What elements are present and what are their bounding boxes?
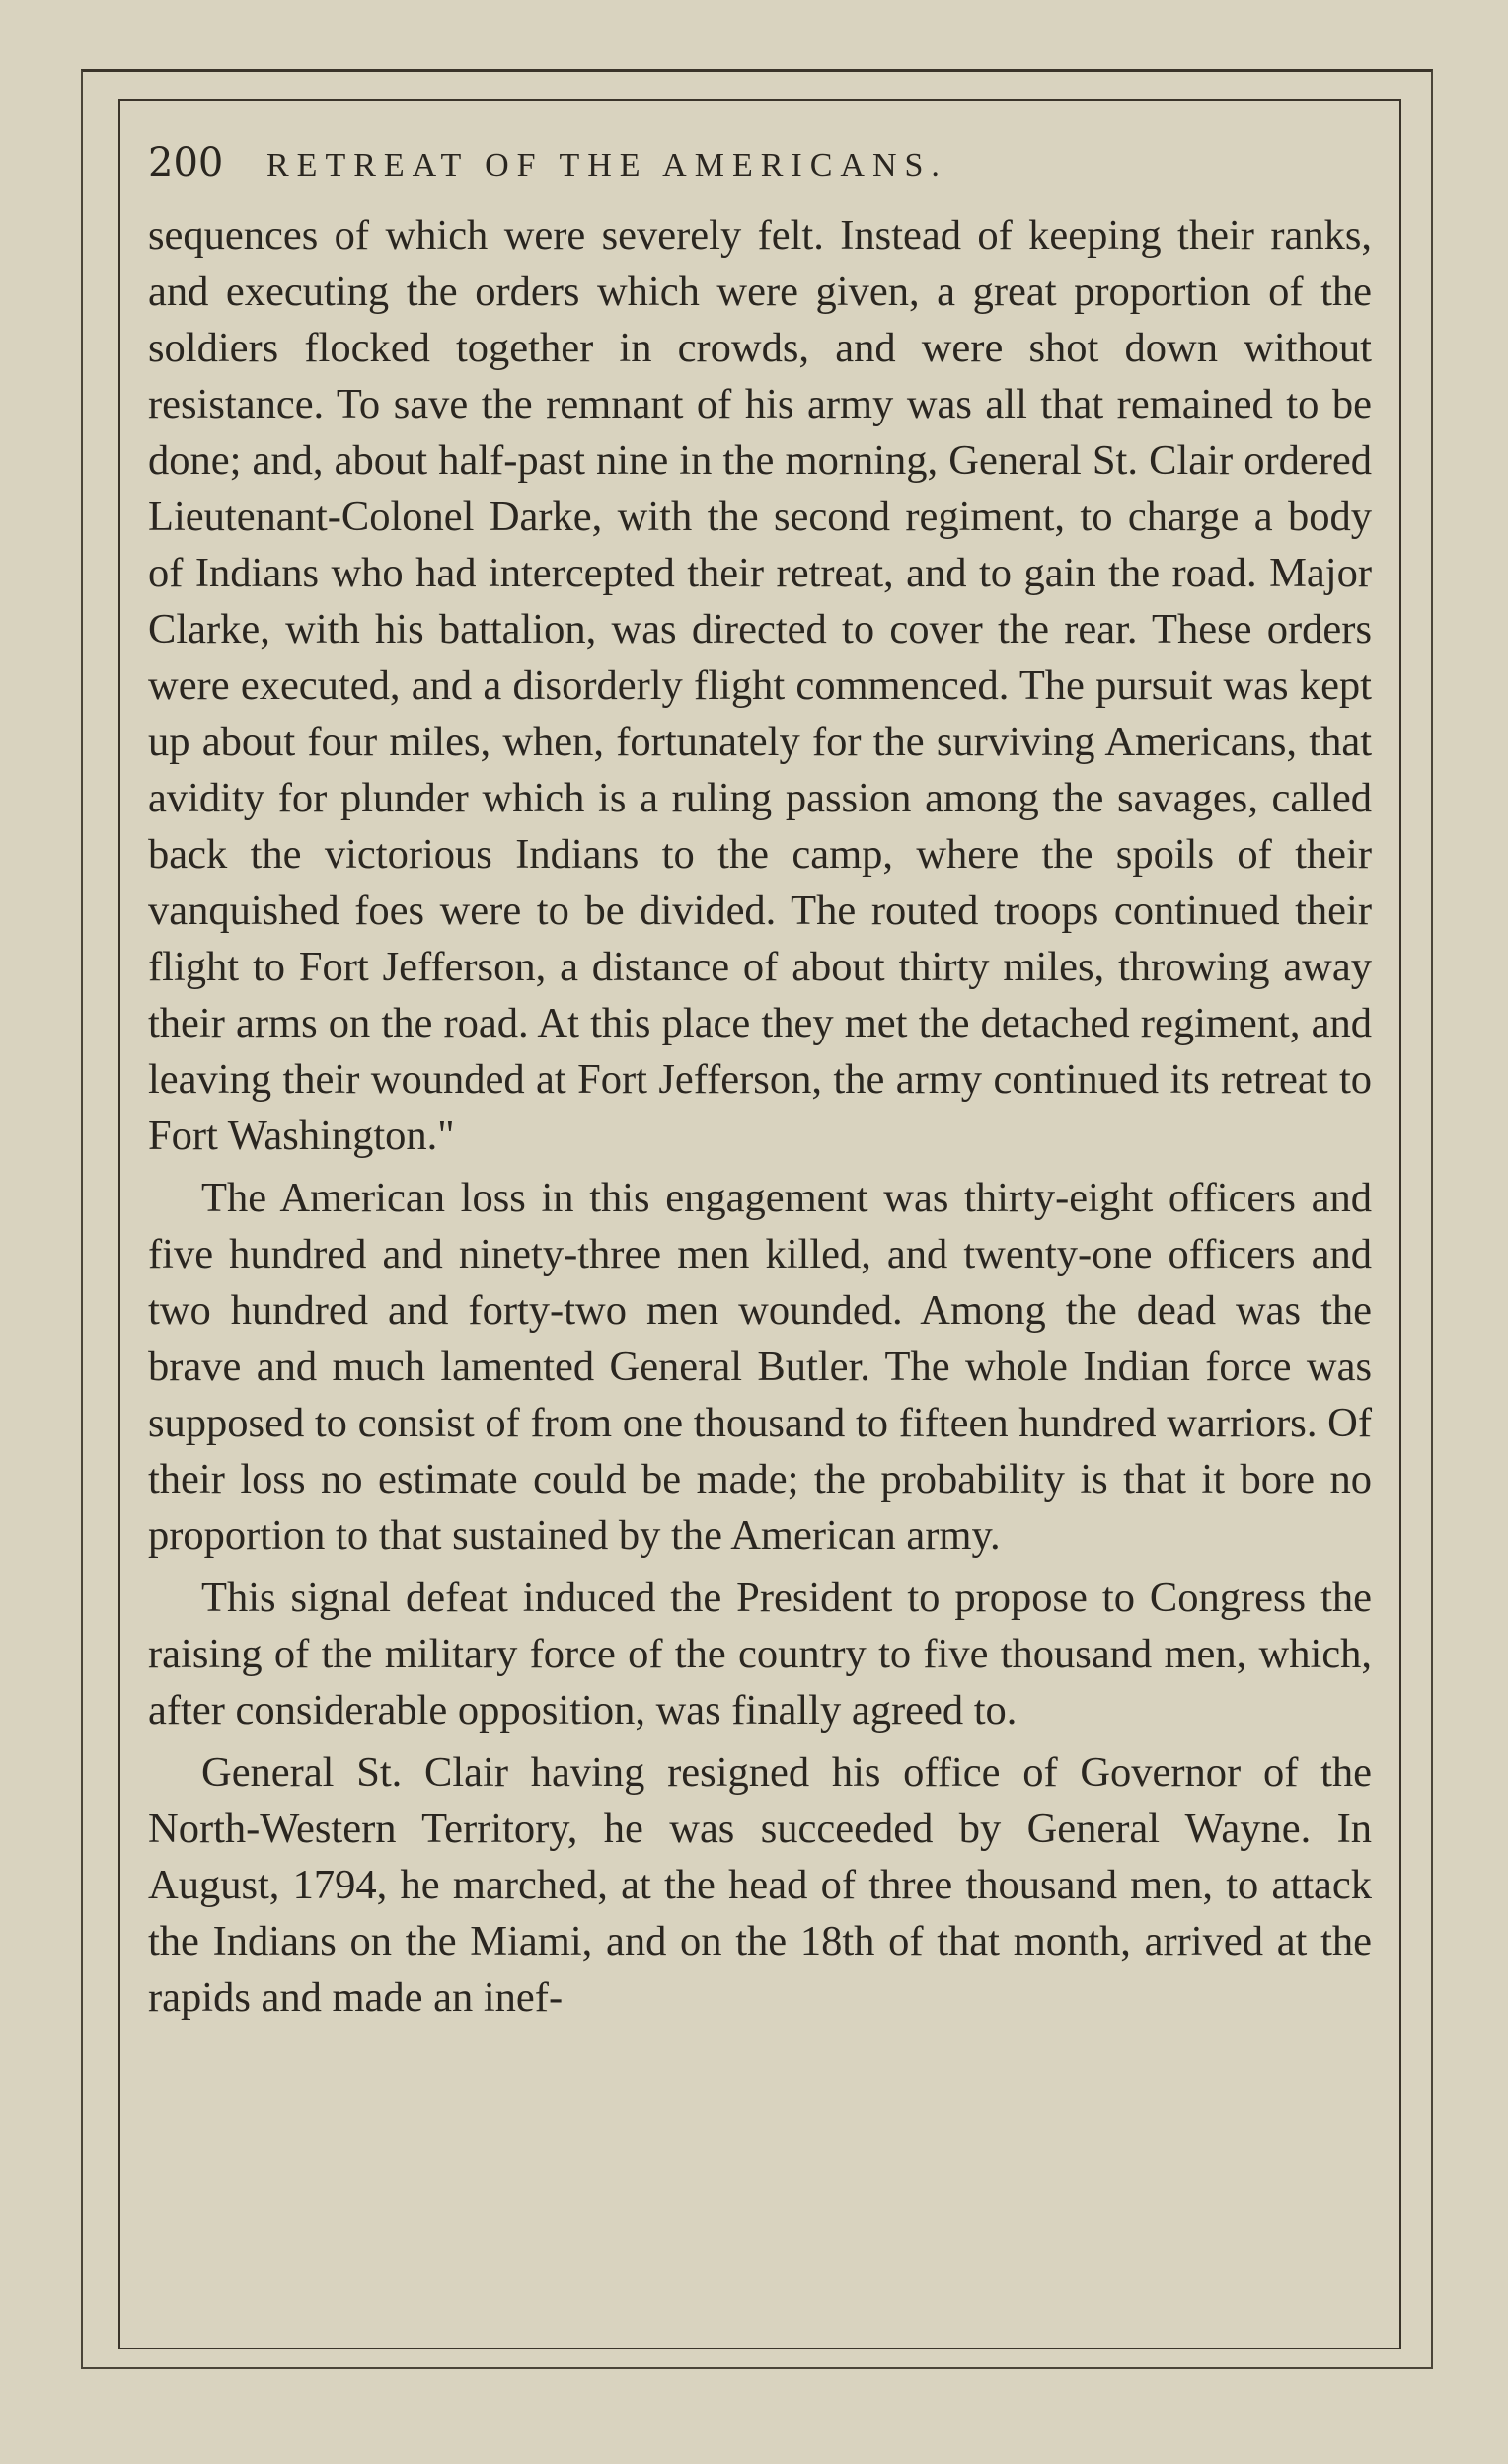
running-head: RETREAT OF THE AMERICANS. xyxy=(266,147,947,184)
paragraph-general-st-clair: General St. Clair having resigned his office of Governor of the North-Western Territory, he was succeeded by General Wayne. In August, 1794, he marched, at the head of three thousand men, to attack the Indians on the Miami, and on the 18th of that month, arrived at the rapids and made an inef- xyxy=(148,1749,1372,2021)
page-number: 200 xyxy=(148,140,224,186)
paragraph-signal-defeat: This signal defeat induced the President to propose to Congress the raising of the military force of the country to five thousand men, which, after considerable opposition, was finally agreed to. xyxy=(148,1575,1372,1733)
paragraph-american-loss: The American loss in this engagement was thirty-eight officers and five hundred and ninety-three men killed, and twenty-one officers and two hundred and forty-two men wounded. Among the dead was the brave and much lamented General Butler. The whole Indian force was supposed to consist of from one thousand to fifteen hundred warriors. Of their loss no estimate could be made; the probability is that it bore no proportion to that sustained by the American army. xyxy=(148,1175,1372,1559)
page xyxy=(148,118,1372,2330)
body-text xyxy=(148,207,1372,2026)
paragraph-continued: sequences of which were severely felt. Instead of keeping their ranks, and executing the orders which were given, a great proportion of the soldiers flocked together in crowds, and were shot down without resistance. To save the remnant of his army was all that remained to be done; and, about half-past nine in the morning, General St. Clair ordered Lieutenant-Colonel Darke, with the second regiment, to charge a body of Indians who had intercepted their retreat, and to gain the road. Major Clarke, with his battalion, was directed to cover the rear. These orders were executed, and a disorderly flight commenced. The pursuit was kept up about four miles, when, fortunately for the surviving Americans, that avidity for plunder which is a ruling passion among the savages, called back the victorious Indians to the camp, where the spoils of their vanquished foes were to be divided. The routed troops continued their flight to Fort Jefferson, a distance of about thirty miles, throwing away their arms on the road. At this place they met the detached regiment, and leaving their wounded at Fort Jefferson, the army continued its retreat to Fort Washington." xyxy=(148,212,1372,1159)
page-header xyxy=(148,118,1372,207)
